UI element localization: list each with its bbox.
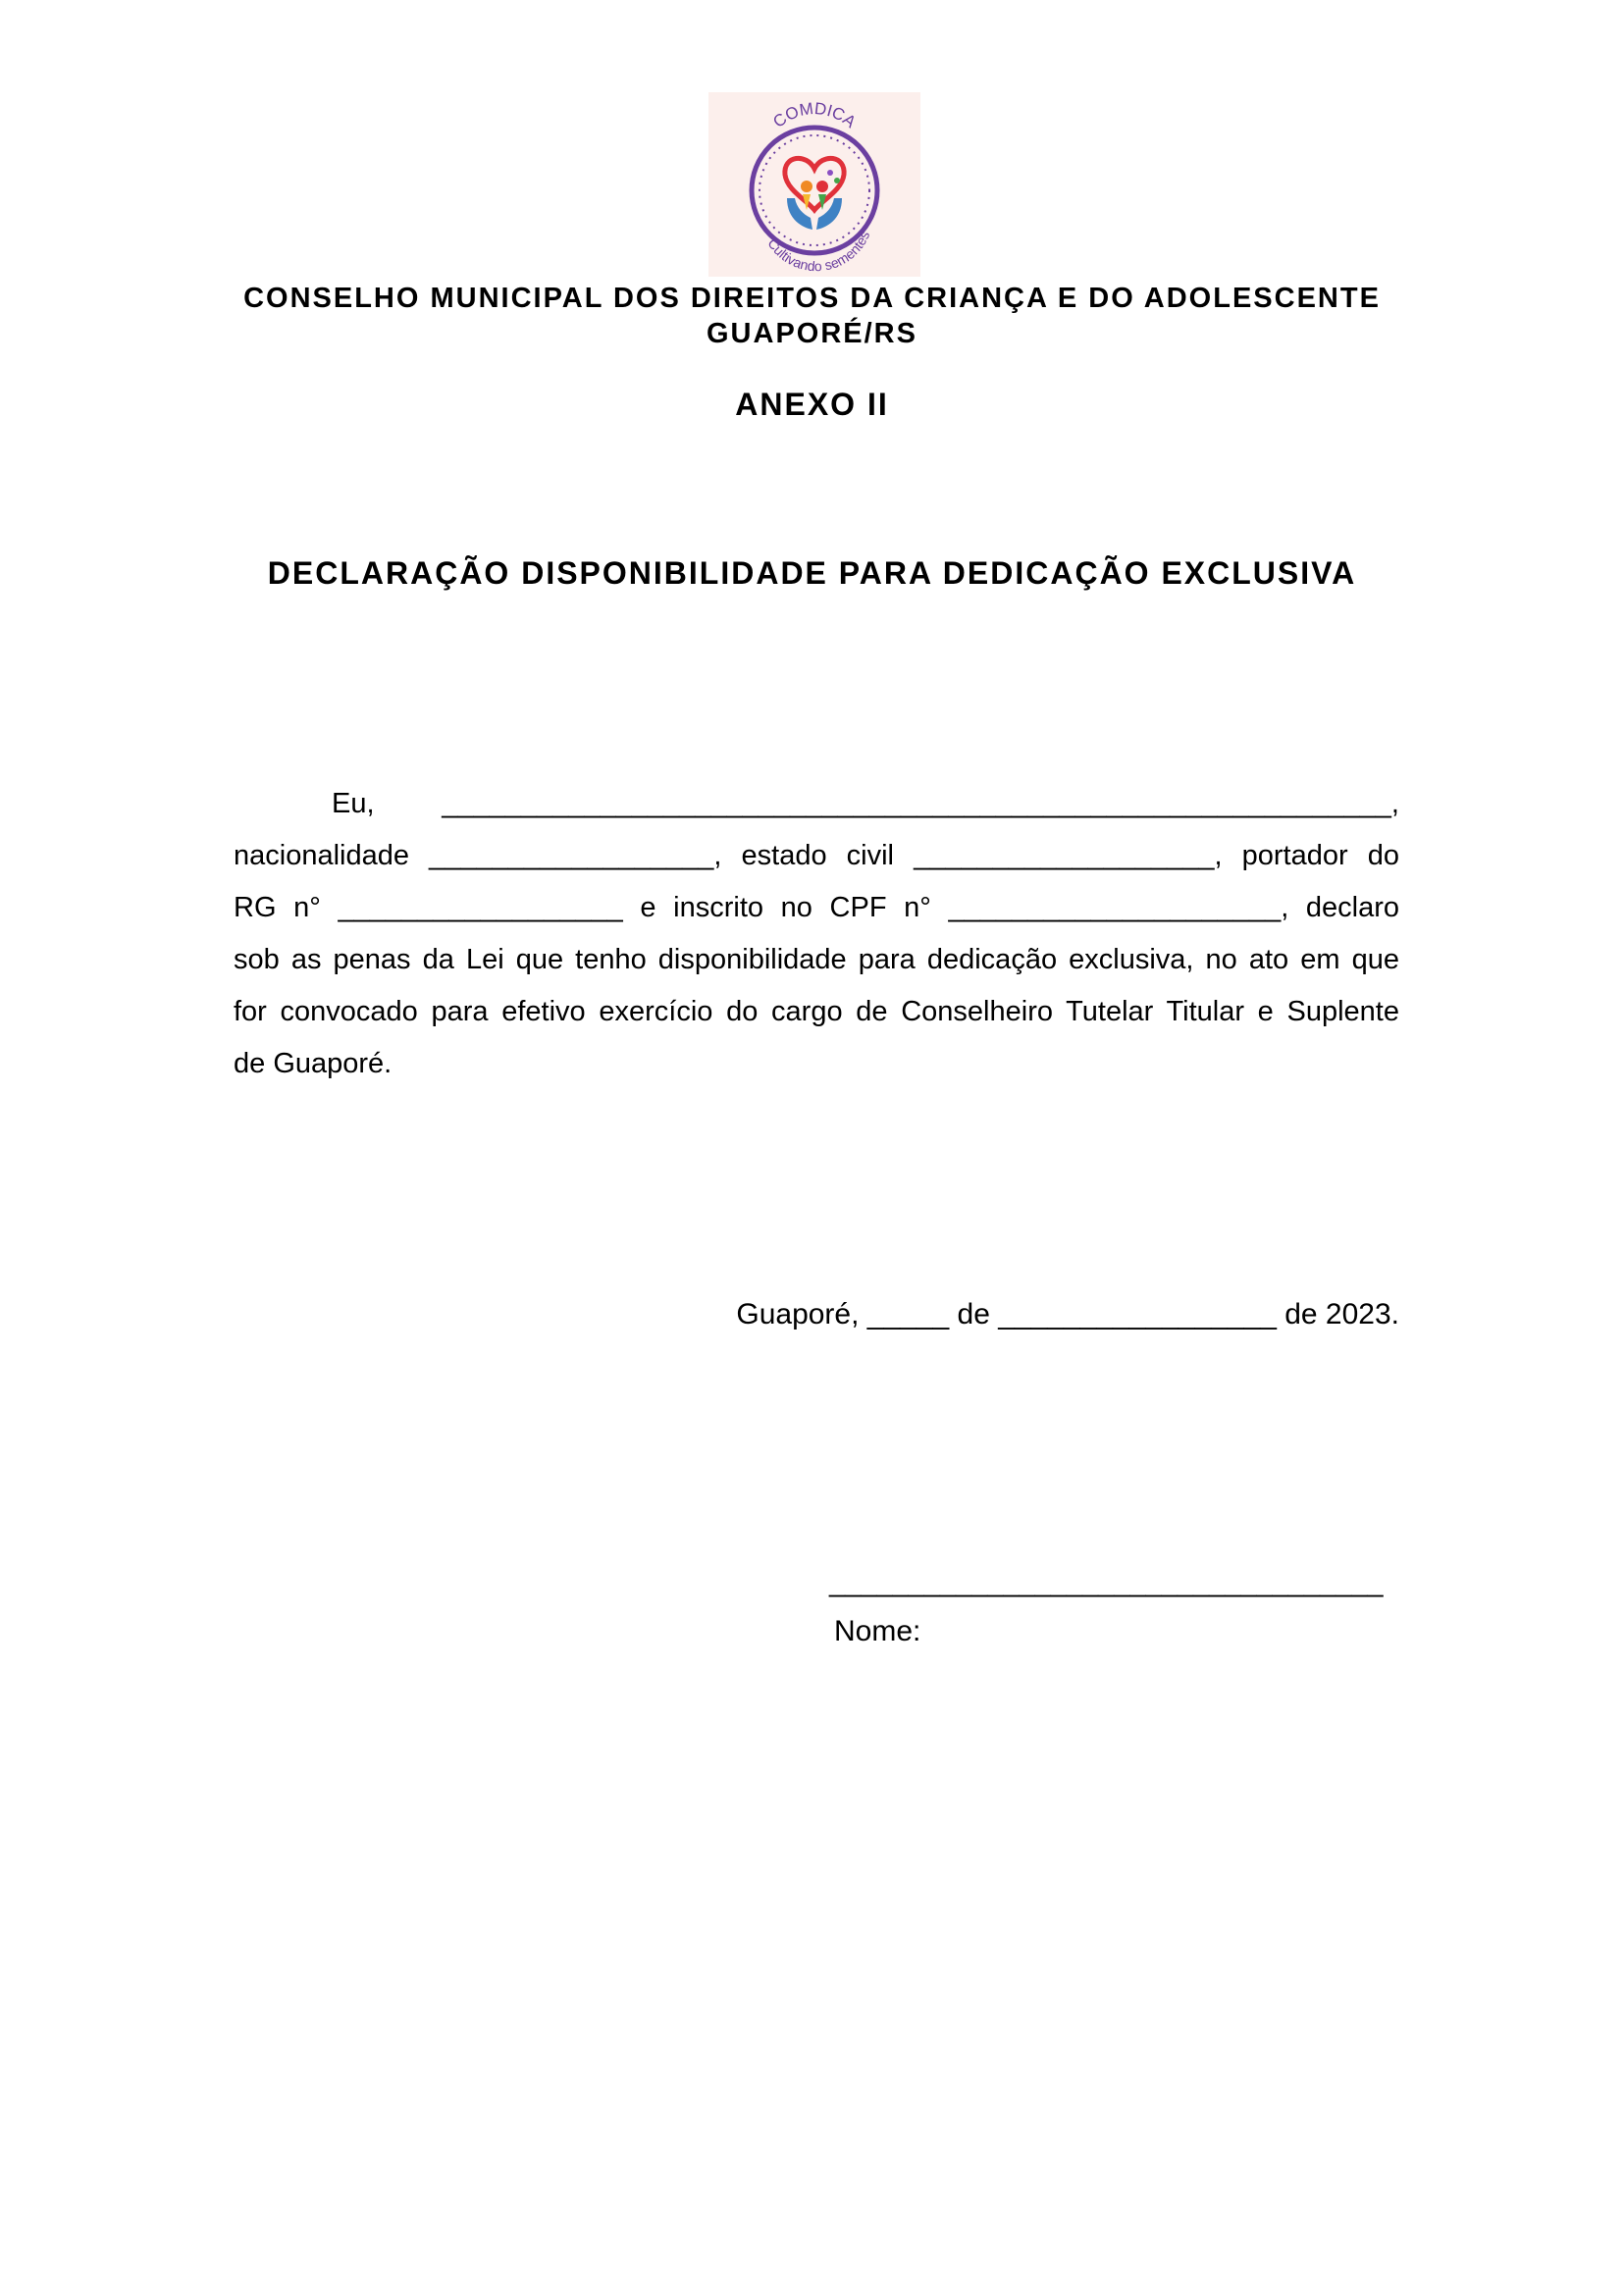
seed-icon (834, 178, 840, 183)
place-date-line: Guaporé, _____ de _________________ de 2023. (736, 1298, 1399, 1330)
signature-line: ___________________________________ (829, 1567, 1384, 1598)
comdica-logo-emblem (708, 92, 920, 277)
comdica-logo (708, 92, 920, 277)
body-line-position: for convocado para efetivo exercício do cargo de Conselheiro Tutelar Titular e Suplente (234, 996, 1399, 1027)
body-line-nationality: nacionalidade __________________, estado civil ___________________, portador do (234, 840, 1399, 871)
child-figure-icon (816, 181, 828, 192)
council-heading (0, 281, 1624, 351)
seed-icon (827, 170, 833, 176)
signature-name-label: Nome: (834, 1615, 921, 1647)
child-figure-icon (801, 181, 812, 192)
logo-dotted-ring (760, 135, 869, 245)
body-line-city: de Guaporé. (234, 1048, 393, 1079)
annex-heading: ANEXO II (735, 387, 889, 422)
council-city: GUAPORÉ/RS (707, 318, 917, 349)
body-line-name: Eu, ____________________________________________________________, (332, 788, 1399, 819)
logo-name-text: COMDICA (769, 98, 860, 131)
declaration-body (234, 778, 1399, 1090)
body-line-documents: RG n° __________________ e inscrito no CPF n° _____________________, declaro (234, 892, 1399, 923)
body-line-statement: sob as penas da Lei que tenho disponibilidade para dedicação exclusiva, no ato em que (234, 944, 1399, 975)
council-name: CONSELHO MUNICIPAL DOS DIREITOS DA CRIANÇA E DO ADOLESCENTE (243, 283, 1381, 314)
declaration-title: DECLARAÇÃO DISPONIBILIDADE PARA DEDICAÇÃO EXCLUSIVA (267, 555, 1357, 591)
logo-tagline-text: Cultivando sementes (764, 228, 873, 275)
